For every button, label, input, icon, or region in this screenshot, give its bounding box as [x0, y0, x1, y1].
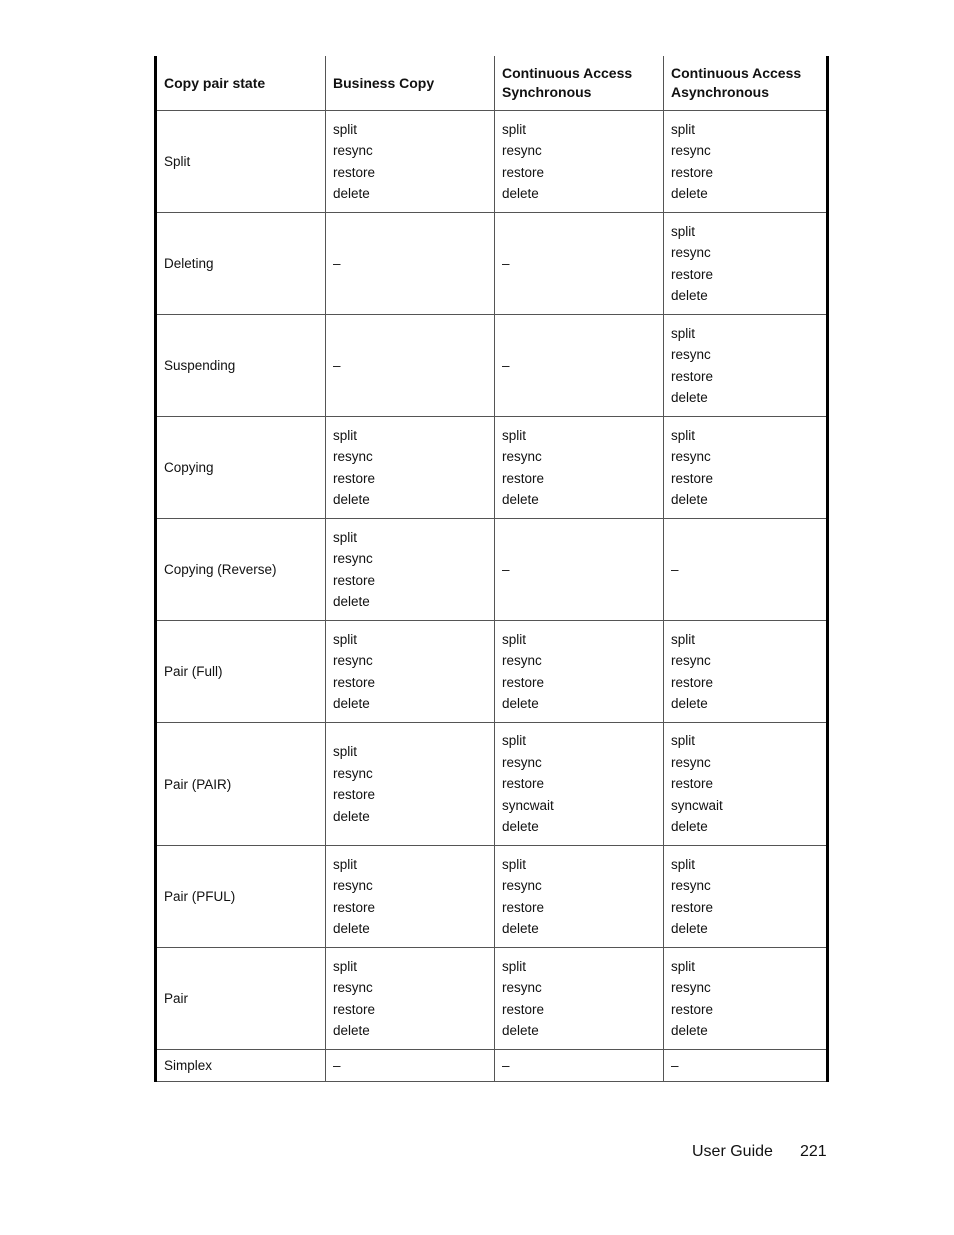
- operation-item: delete: [671, 390, 708, 405]
- operation-item: restore: [502, 776, 545, 792]
- copy-pair-operations-table: [157, 56, 826, 1082]
- table-row: [157, 519, 826, 621]
- operation-item: –: [502, 255, 510, 271]
- operation-item: restore: [333, 899, 376, 915]
- operation-item: restore: [333, 1001, 376, 1017]
- ca-sync-ops-cell: [495, 315, 664, 417]
- table-row: [157, 315, 826, 417]
- operation-item: split: [671, 325, 696, 341]
- ca-sync-ops-cell: [495, 519, 664, 621]
- operation-item: restore: [333, 470, 376, 486]
- operation-item: split: [671, 631, 696, 647]
- operation-item: split: [671, 958, 696, 974]
- operation-item: resync: [502, 754, 542, 770]
- operation-item: resync: [671, 754, 711, 770]
- copy-pair-state-cell: Pair: [157, 948, 326, 1050]
- header-ca-asynchronous: Continuous Access Asynchronous: [664, 56, 827, 111]
- operation-item: split: [502, 856, 527, 872]
- operation-item: restore: [671, 164, 714, 180]
- operation-item: resync: [671, 878, 711, 893]
- operation-item: split: [333, 856, 358, 872]
- operation-item: restore: [671, 674, 714, 690]
- operation-item: delete: [333, 492, 370, 507]
- business-copy-ops-cell: [326, 1050, 495, 1082]
- operation-item: split: [502, 121, 527, 137]
- copy-pair-state-cell: Simplex: [157, 1050, 326, 1082]
- ca-async-ops-cell: [664, 111, 827, 213]
- copy-pair-state-cell: Deleting: [157, 213, 326, 315]
- page-number: 221: [800, 1143, 827, 1160]
- operation-item: delete: [502, 696, 539, 711]
- ca-sync-ops-cell: [495, 846, 664, 948]
- operation-item: –: [333, 255, 341, 271]
- header-ca-synchronous: Continuous Access Synchronous: [495, 56, 664, 111]
- table-header-row: [157, 56, 826, 111]
- operation-item: resync: [502, 878, 542, 893]
- operation-item: delete: [502, 819, 539, 835]
- table-row: [157, 417, 826, 519]
- operation-item: –: [671, 1057, 679, 1073]
- operation-item: restore: [502, 899, 545, 915]
- copy-pair-operations-table-container: [154, 56, 829, 1082]
- ca-sync-ops-cell: [495, 1050, 664, 1082]
- operation-item: resync: [333, 449, 373, 464]
- operation-item: split: [333, 529, 358, 545]
- operation-item: restore: [671, 470, 714, 486]
- operation-item: split: [671, 856, 696, 872]
- copy-pair-state-cell: Pair (PAIR): [157, 723, 326, 846]
- copy-pair-state-cell: Copying (Reverse): [157, 519, 326, 621]
- operation-item: resync: [333, 765, 373, 781]
- operation-item: delete: [333, 808, 370, 824]
- operation-item: resync: [333, 143, 373, 158]
- ca-async-ops-cell: [664, 519, 827, 621]
- operation-item: delete: [502, 921, 539, 936]
- operation-item: split: [502, 733, 527, 749]
- operation-item: split: [333, 631, 358, 647]
- copy-pair-state-cell: Pair (Full): [157, 621, 326, 723]
- operation-item: delete: [671, 696, 708, 711]
- operation-item: –: [502, 1057, 510, 1073]
- operation-item: resync: [502, 449, 542, 464]
- ca-async-ops-cell: [664, 417, 827, 519]
- ca-async-ops-cell: [664, 846, 827, 948]
- operation-item: restore: [671, 899, 714, 915]
- operation-item: split: [502, 427, 527, 443]
- operation-item: resync: [671, 347, 711, 362]
- operation-item: resync: [502, 980, 542, 995]
- operation-item: resync: [502, 143, 542, 158]
- ca-sync-ops-cell: [495, 948, 664, 1050]
- operation-item: restore: [671, 1001, 714, 1017]
- business-copy-ops-cell: [326, 417, 495, 519]
- copy-pair-state-cell: Split: [157, 111, 326, 213]
- operation-item: restore: [502, 674, 545, 690]
- operation-item: resync: [671, 980, 711, 995]
- operation-item: restore: [333, 787, 376, 802]
- operation-item: delete: [333, 594, 370, 609]
- operation-item: delete: [333, 1023, 370, 1038]
- ca-async-ops-cell: [664, 213, 827, 315]
- operation-item: delete: [502, 492, 539, 507]
- business-copy-ops-cell: [326, 621, 495, 723]
- ca-sync-ops-cell: [495, 723, 664, 846]
- table-row: [157, 846, 826, 948]
- page-footer: [0, 1143, 954, 1165]
- operation-item: restore: [333, 572, 376, 588]
- operation-item: delete: [671, 1023, 708, 1038]
- operation-item: –: [671, 561, 679, 577]
- operation-item: resync: [671, 143, 711, 158]
- business-copy-ops-cell: [326, 846, 495, 948]
- business-copy-ops-cell: [326, 948, 495, 1050]
- operation-item: split: [671, 733, 696, 749]
- operation-item: resync: [502, 653, 542, 668]
- operation-item: resync: [333, 551, 373, 566]
- operation-item: restore: [502, 470, 545, 486]
- business-copy-ops-cell: [326, 315, 495, 417]
- operation-item: split: [671, 223, 696, 239]
- business-copy-ops-cell: [326, 213, 495, 315]
- table-row: [157, 723, 826, 846]
- operation-item: restore: [502, 164, 545, 180]
- header-copy-pair-state: Copy pair state: [157, 56, 326, 111]
- operation-item: delete: [671, 921, 708, 936]
- operation-item: delete: [502, 1023, 539, 1038]
- business-copy-ops-cell: [326, 111, 495, 213]
- operation-item: split: [502, 631, 527, 647]
- operation-item: delete: [671, 819, 708, 835]
- copy-pair-state-cell: Suspending: [157, 315, 326, 417]
- operation-item: restore: [502, 1001, 545, 1017]
- operation-item: restore: [333, 164, 376, 180]
- table-row: [157, 1050, 826, 1082]
- operation-item: split: [333, 744, 358, 759]
- ca-sync-ops-cell: [495, 621, 664, 723]
- operation-item: resync: [671, 245, 711, 260]
- operation-item: syncwait: [671, 797, 723, 813]
- operation-item: restore: [671, 368, 714, 384]
- operation-item: delete: [671, 186, 708, 201]
- operation-item: delete: [333, 921, 370, 936]
- operation-item: –: [502, 357, 510, 373]
- table-row: [157, 111, 826, 213]
- operation-item: delete: [671, 288, 708, 303]
- operation-item: syncwait: [502, 797, 554, 813]
- operation-item: –: [333, 1057, 341, 1073]
- footer-guide-label: User Guide: [692, 1143, 773, 1160]
- operation-item: split: [333, 121, 358, 137]
- operation-item: split: [671, 427, 696, 443]
- ca-sync-ops-cell: [495, 111, 664, 213]
- business-copy-ops-cell: [326, 723, 495, 846]
- ca-async-ops-cell: [664, 948, 827, 1050]
- operation-item: split: [333, 427, 358, 443]
- operation-item: resync: [333, 878, 373, 893]
- operation-item: restore: [333, 674, 376, 690]
- table-body: [157, 111, 826, 1082]
- operation-item: resync: [671, 653, 711, 668]
- operation-item: split: [502, 958, 527, 974]
- ca-async-ops-cell: [664, 1050, 827, 1082]
- header-business-copy: Business Copy: [326, 56, 495, 111]
- operation-item: resync: [333, 980, 373, 995]
- operation-item: restore: [671, 266, 714, 282]
- business-copy-ops-cell: [326, 519, 495, 621]
- copy-pair-state-cell: Pair (PFUL): [157, 846, 326, 948]
- operation-item: split: [671, 121, 696, 137]
- operation-item: –: [502, 561, 510, 577]
- operation-item: delete: [671, 492, 708, 507]
- ca-sync-ops-cell: [495, 417, 664, 519]
- operation-item: delete: [502, 186, 539, 201]
- ca-sync-ops-cell: [495, 213, 664, 315]
- table-row: [157, 948, 826, 1050]
- operation-item: split: [333, 958, 358, 974]
- table-row: [157, 621, 826, 723]
- operation-item: delete: [333, 696, 370, 711]
- ca-async-ops-cell: [664, 621, 827, 723]
- ca-async-ops-cell: [664, 723, 827, 846]
- operation-item: –: [333, 357, 341, 373]
- table-row: [157, 213, 826, 315]
- copy-pair-state-cell: Copying: [157, 417, 326, 519]
- operation-item: delete: [333, 186, 370, 201]
- ca-async-ops-cell: [664, 315, 827, 417]
- operation-item: resync: [333, 653, 373, 668]
- operation-item: resync: [671, 449, 711, 464]
- operation-item: restore: [671, 776, 714, 792]
